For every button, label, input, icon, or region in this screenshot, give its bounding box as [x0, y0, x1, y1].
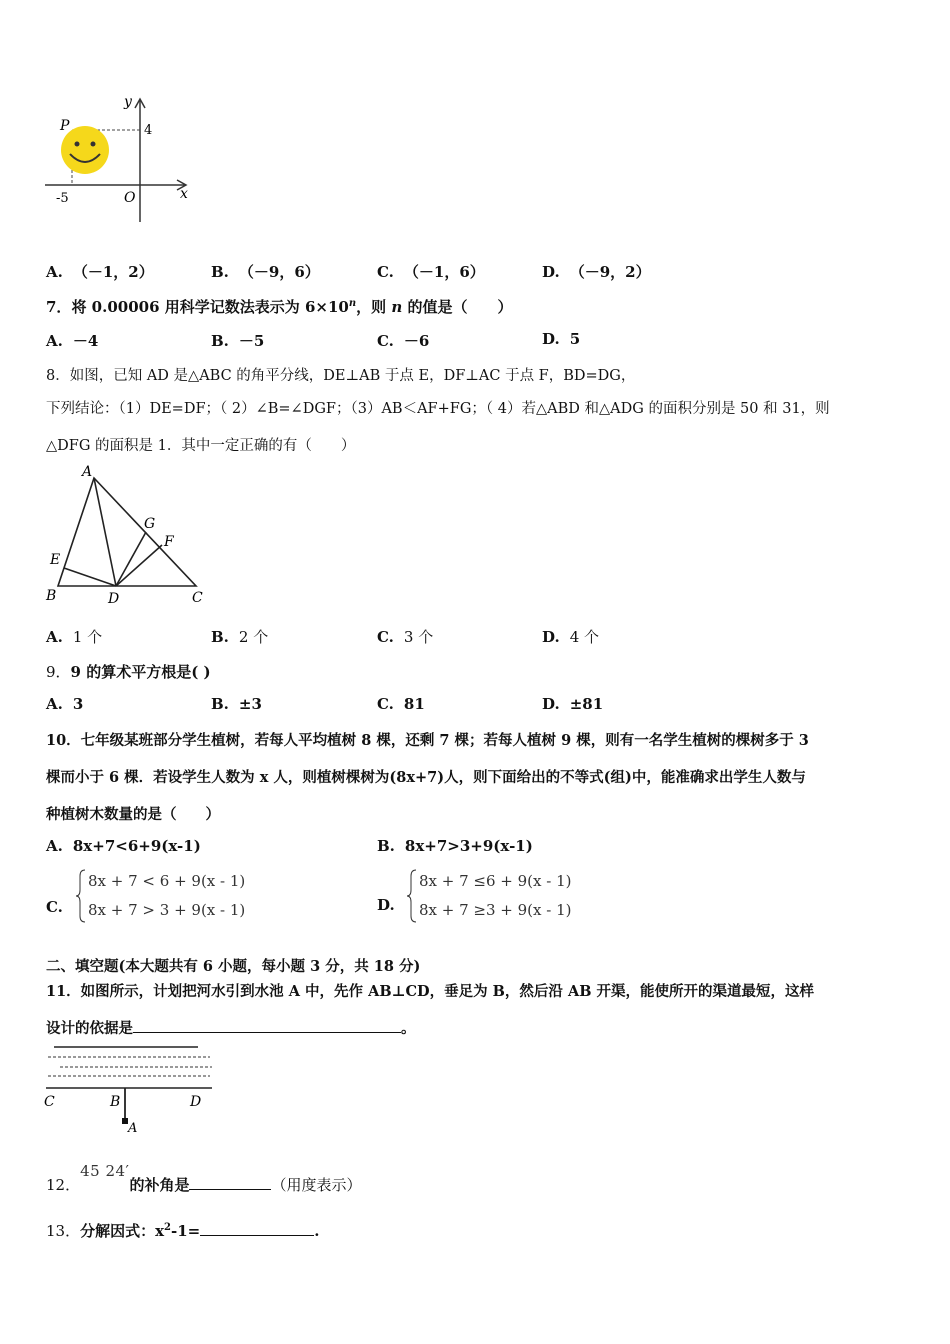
q6-option-c[interactable]: C. （－1，6） — [377, 263, 485, 281]
q10-option-c-label[interactable]: C. — [46, 898, 63, 916]
q10-option-c-line1: 8x + 7 < 6 + 9(x - 1) — [88, 872, 246, 890]
q6-option-d[interactable]: D. （－9，2） — [542, 263, 651, 281]
q7-option-d[interactable]: D. 5 — [542, 330, 581, 348]
brace-icon — [76, 868, 86, 924]
label-b: B — [46, 588, 57, 604]
q8-option-c[interactable]: C. 3 个 — [377, 628, 434, 646]
q10-option-c-line2: 8x + 7 > 3 + 9(x - 1) — [88, 901, 246, 919]
q10-option-c-system[interactable] — [76, 868, 276, 926]
q10-line2: 棵而小于 6 棵．若设学生人数为 x 人，则植树棵树为(8x+7)人，则下面给出的不等式(组)中，能准确求出学生人数与 — [46, 769, 806, 786]
q8-option-b[interactable]: B. 2 个 — [211, 628, 269, 646]
q12-question: 12．45 24′的补角是 （用度表示） — [46, 1162, 362, 1194]
q10-line3: 种植树木数量的是（ ） — [46, 806, 220, 823]
q8-line2: 下列结论：（1）DE=DF；（ 2）∠B=∠DGF；（3）AB＜AF+FG；（ 4）若△ABD 和△ADG 的面积分别是 50 和 31，则 — [46, 401, 830, 417]
label-c: C — [44, 1094, 55, 1110]
triangle-abc — [58, 478, 196, 586]
segment-dg — [116, 532, 146, 586]
segment-de — [64, 568, 116, 586]
label-y: y — [124, 94, 132, 110]
q10-option-a[interactable]: A. 8x+7<6+9(x-1) — [46, 837, 201, 855]
label-p: P — [60, 118, 70, 134]
q9-question: 9．9 的算术平方根是( ) — [46, 663, 211, 681]
q11-answer-blank[interactable] — [133, 1017, 401, 1033]
q12-angle: 45 24′ — [80, 1162, 130, 1180]
label-f: F — [164, 534, 174, 550]
q10-options-ab — [46, 837, 906, 857]
q10-option-d-line1: 8x + 7 ≤6 + 9(x - 1) — [419, 872, 572, 890]
q8-option-d[interactable]: D. 4 个 — [542, 628, 600, 646]
q7-options — [46, 330, 906, 350]
q7-option-c[interactable]: C. －6 — [377, 332, 430, 350]
label-g: G — [144, 516, 156, 532]
q10-option-d-system[interactable] — [407, 868, 607, 926]
label-tick-neg5: -5 — [56, 191, 69, 206]
q6-options — [46, 261, 906, 281]
q7-question: 7．将 0.00006 用科学记数法表示为 $6\times 10^n$，则 n 的值是（ ） — [46, 298, 513, 316]
q13-question: 13．分解因式：$x^2-1=$ . — [46, 1222, 320, 1240]
label-c: C — [192, 590, 203, 606]
q10-option-d-line2: 8x + 7 ≥3 + 9(x - 1) — [419, 901, 572, 919]
q11-line2: 设计的依据是 。 — [46, 1017, 416, 1038]
coordinate-figure — [40, 90, 200, 230]
q9-options — [46, 695, 906, 715]
q8-line1: 8．如图，已知 AD 是△ABC 的角平分线，DE⊥AB 于点 E，DF⊥AC 于点 F，BD=DG， — [46, 368, 636, 384]
q10-option-b[interactable]: B. 8x+7>3+9(x-1) — [377, 837, 533, 855]
q12-answer-blank[interactable] — [189, 1174, 271, 1190]
q13-answer-blank[interactable] — [200, 1220, 314, 1236]
q7-option-b[interactable]: B. －5 — [211, 332, 265, 350]
smiley-left-eye — [75, 142, 80, 147]
label-tick-4: 4 — [144, 123, 153, 138]
segment-df — [116, 545, 162, 586]
brace-icon — [407, 868, 417, 924]
segment-ad — [94, 478, 116, 586]
q9-option-a[interactable]: A. 3 — [46, 695, 84, 713]
q10-line1: 10．七年级某班部分学生植树，若每人平均植树 8 棵，还剩 7 棵；若每人植树 9 棵，则有一名学生植树的棵树多于 3 — [46, 732, 809, 749]
label-x: x — [180, 186, 188, 202]
label-origin: O — [124, 190, 136, 206]
q8-options — [46, 626, 906, 646]
q7-option-a[interactable]: A. －4 — [46, 332, 99, 350]
q6-option-b[interactable]: B. （－9，6） — [211, 263, 320, 281]
q9-option-c[interactable]: C. 81 — [377, 695, 425, 713]
label-a: A — [82, 464, 93, 480]
q11-line1: 11．如图所示，计划把河水引到水池 A 中，先作 AB⊥CD，垂足为 B，然后沿 AB 开渠，能使所开的渠道最短，这样 — [46, 983, 815, 1000]
triangle-figure — [40, 458, 220, 608]
q8-option-a[interactable]: A. 1 个 — [46, 628, 103, 646]
q9-option-d[interactable]: D. ±81 — [542, 695, 604, 713]
smiley-right-eye — [91, 142, 96, 147]
q8-line3: △DFG 的面积是 1．其中一定正确的有（ ） — [46, 438, 356, 454]
q9-option-b[interactable]: B. ±3 — [211, 695, 262, 713]
q6-option-a[interactable]: A. （－1，2） — [46, 263, 154, 281]
label-b: B — [110, 1094, 121, 1110]
label-d: D — [190, 1094, 202, 1110]
label-a: A — [128, 1121, 138, 1136]
label-e: E — [50, 552, 61, 568]
q10-option-d-label[interactable]: D. — [377, 896, 395, 914]
river-figure — [40, 1040, 220, 1140]
label-d: D — [108, 591, 120, 607]
section-2-title: 二、填空题(本大题共有 6 小题，每小题 3 分，共 18 分) — [46, 958, 421, 975]
